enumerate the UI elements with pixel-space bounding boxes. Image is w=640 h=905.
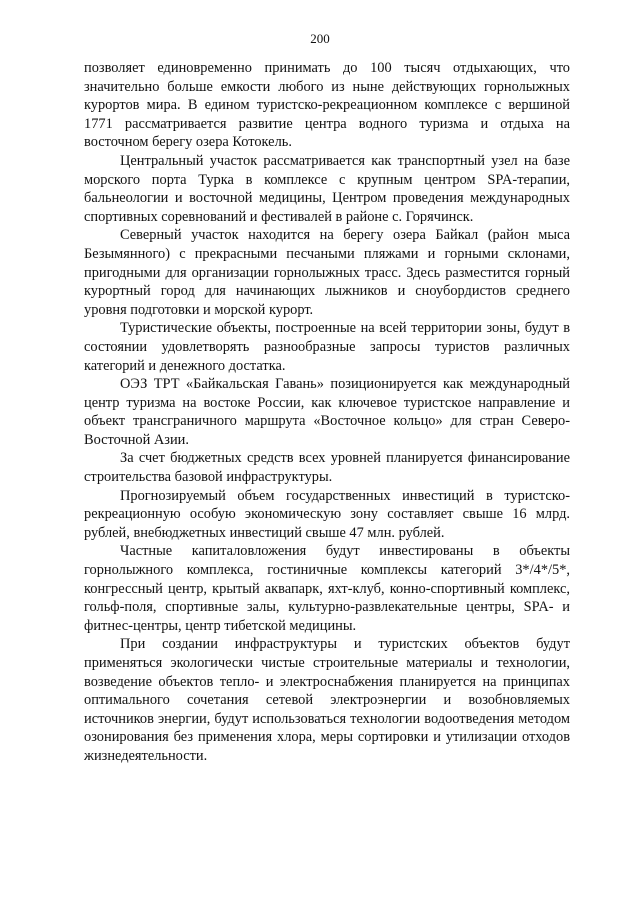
paragraph-continuation: позволяет единовременно принимать до 100 тысяч отдыхающих, что значительно больше емкости любого из ныне действующих горнолыжных курортов мира. В едином туристско-рекреационном комплексе с вершиной 1771 рассматривается развитие центра водного туризма и отдыха на восточном берегу озера Котокель. (84, 60, 570, 151)
paragraph-investment-volume: Прогнозируемый объем государственных инвестиций в туристско-рекреационную особую экономическую зону составляет свыше 16 млрд. рублей, внебюджетных инвестиций свыше 47 млн. рублей. (84, 487, 570, 541)
paragraph-tourist-objects: Туристические объекты, построенные на всей территории зоны, будут в состоянии удовлетворять разнообразные запросы туристов различных категорий и денежного достатка. (84, 320, 570, 374)
paragraph-northern-section: Северный участок находится на берегу озера Байкал (район мыса Безымянного) с прекрасными песчаными пляжами и горными склонами, пригодными для организации горнолыжных трасс. Здесь разместится горный курортный город для начинающих лыжников и сноубордистов среднего уровня подготовки и морской курорт. (84, 227, 570, 318)
paragraph-budget-funding: За счет бюджетных средств всех уровней планируется финансирование строительства базовой инфраструктуры. (84, 450, 570, 486)
paragraph-positioning: ОЭЗ ТРТ «Байкальская Гавань» позиционируется как международный центр туризма на востоке России, как ключевое туристское направление и объект трансграничного маршрута «Восточное кольцо» для стран Северо-Восточной Азии. (84, 376, 570, 448)
paragraph-central-section: Центральный участок рассматривается как транспортный узел на базе морского порта Турка в комплексе с крупным центром SPA-терапии, бальнеологии и восточной медицины, Центром проведения международных спортивных соревнований и фестивалей в районе с. Горячинск. (84, 152, 570, 225)
paragraph-private-investment: Частные капиталовложения будут инвестированы в объекты горнолыжного комплекса, гостиничные комплексы категорий 3*/4*/5*, конгрессный центр, крытый аквапарк, яхт-клуб, конно-спортивный комплекс, гольф-поля, спортивные залы, культурно-развлекательные центры, SPA- и фитнес-центры, центр тибетской медицины. (84, 543, 570, 634)
page-number: 200 (310, 31, 330, 46)
paragraph-ecology: При создании инфраструктуры и туристских объектов будут применяться экологически чистые строительные материалы и технологии, возведение объектов тепло- и электроснабжения планируется на принципах оптимального сочетания сетевой электроэнергии и возобновляемых источников энергии, будут использоваться технологии водоотведения методом озонирования без применения хлора, меры сортировки и утилизации отходов жизнедеятельности. (84, 636, 570, 764)
document-body (84, 59, 570, 766)
